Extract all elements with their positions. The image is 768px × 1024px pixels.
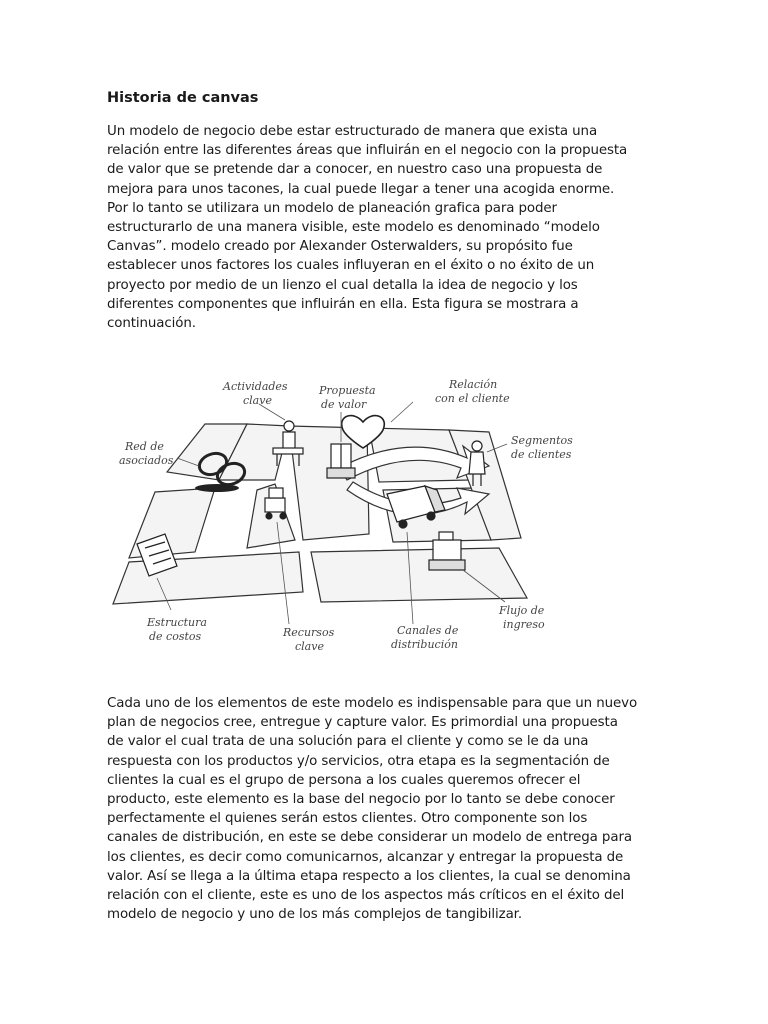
text-line: estructurarlo de una manera visible, este modelo es denominado “modelo [107,220,600,236]
label-estructura-line1: Estructura [147,616,207,629]
text-line: producto, este elemento es la base del negocio por lo tanto se debe conocer [107,792,615,808]
label-relacion-line1: Relación [449,378,498,391]
text-line: perfectamente el quienes serán estos clientes. Otro componente son los [107,811,588,827]
label-flujo-line1: Flujo de [499,604,545,617]
label-red-line1: Red de [125,440,164,453]
text-line: los clientes, es decir como comunicarnos, alcanzar y entregar la propuesta de [107,849,624,865]
label-red-line2: asociados [119,454,174,467]
text-line: clientes la cual es el grupo de persona a los cuales queremos ofrecer el [107,772,581,788]
text-line: relación entre las diferentes áreas que influirán en el negocio con la propuesta [107,143,628,159]
label-relacion-line2: con el cliente [435,392,510,405]
text-line: mejora para unos tacones, la cual puede llegar a tener una acogida enorme. [107,181,615,197]
label-actividades-line1: Actividades [223,380,288,393]
text-line: continuación. [107,316,196,332]
text-line: Por lo tanto se utilizara un modelo de planeación grafica para poder [107,200,557,216]
label-segmentos-line2: de clientes [511,448,572,461]
panel-costos [113,552,303,604]
text-line: Un modelo de negocio debe estar estructurado de manera que exista una [107,124,598,139]
text-line: Cada uno de los elementos de este modelo es indispensable para que un nuevo [107,696,638,711]
label-flujo-line2: ingreso [503,618,545,631]
paragraph-intro [107,122,663,333]
label-actividades-line2: clave [243,394,272,407]
paragraph-elements [107,694,663,924]
text-line: plan de negocios cree, entregue y capture valor. Es primordial una propuesta [107,715,618,731]
text-line: respuesta con los productos y/o servicios, otra etapa es la segmentación de [107,753,610,769]
text-line: modelo de negocio y uno de los más complejos de tangibilizar. [107,907,523,923]
label-propuesta-line2: de valor [321,398,367,411]
canvas-model-drawing [107,362,573,668]
label-propuesta-line1: Propuesta [319,384,376,397]
text-line: establecer unos factores los cuales influyeran en el éxito o no éxito de un [107,258,595,274]
text-line: canales de distribución, en este se debe considerar un modelo de entrega para [107,830,632,846]
label-canales-line2: distribución [391,638,458,651]
value-box-icon [327,444,355,478]
text-line: de valor que se pretende dar a conocer, en nuestro caso una propuesta de [107,162,603,178]
label-recursos-line2: clave [295,640,324,653]
label-recursos-line1: Recursos [283,626,335,639]
label-canales-line1: Canales de [397,624,459,637]
text-line: proyecto por medio de un lienzo el cual detalla la idea de negocio y los [107,277,578,293]
document-title: Historia de canvas [107,90,259,106]
text-line: relación con el cliente, este es uno de los aspectos más críticos en el éxito del [107,888,625,904]
text-line: Canvas”. modelo creado por Alexander Osterwalders, su propósito fue [107,239,573,255]
label-estructura-line2: de costos [149,630,202,643]
text-line: de valor el cual trata de una solución para el cliente y como se le da una [107,734,589,750]
label-segmentos-line1: Segmentos [511,434,573,447]
text-line: valor. Así se llega a la última etapa respecto a los clientes, la cual se denomina [107,868,631,884]
text-line: diferentes componentes que influirán en ella. Esta figura se mostrara a [107,296,579,312]
chain-shadow [195,484,239,492]
canvas-model-illustration [107,362,573,668]
